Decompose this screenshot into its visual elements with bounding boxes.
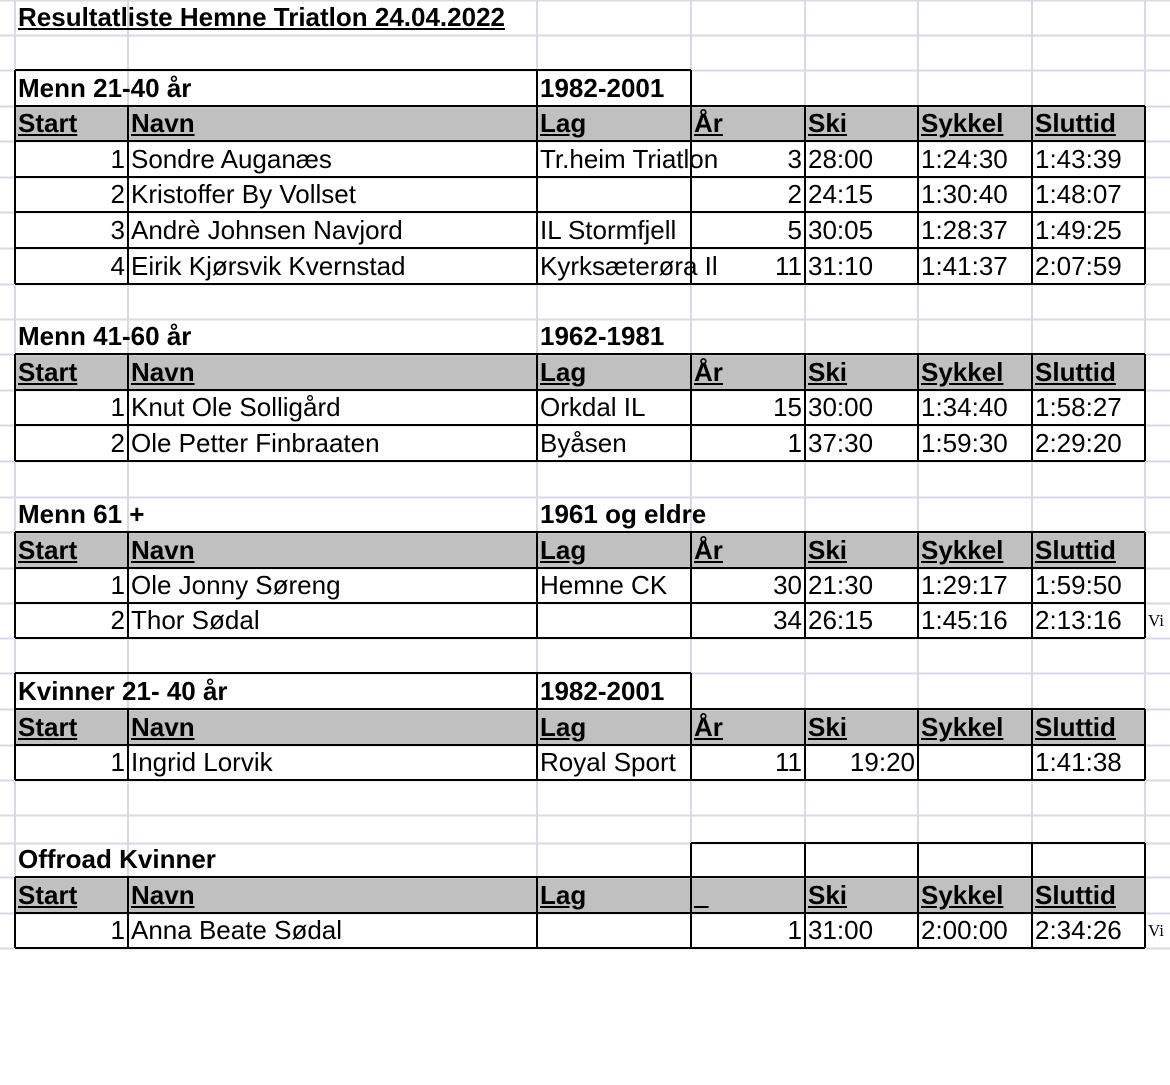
- cell-navn: Ingrid Lorvik: [131, 747, 273, 777]
- cell-extra: Vi: [1148, 921, 1164, 940]
- cell-extra: Vi: [1148, 611, 1164, 630]
- column-header-ski: Ski: [808, 880, 848, 910]
- cell-sluttid: 2:29:20: [1035, 428, 1122, 458]
- cell-sykkel: 1:59:30: [921, 428, 1008, 458]
- cell-ski: 30:05: [808, 215, 874, 245]
- column-header-sykkel: Sykkel: [921, 357, 1004, 387]
- column-header-navn: Navn: [131, 535, 195, 565]
- cell-ski: 21:30: [808, 570, 874, 600]
- column-header-ski: Ski: [808, 108, 848, 138]
- column-header-start: Start: [18, 880, 78, 910]
- cell-ski: 19:20: [849, 747, 915, 777]
- cell-lag: Royal Sport: [540, 747, 676, 777]
- cell-ski: 37:30: [808, 428, 874, 458]
- column-header-lag: Lag: [540, 712, 587, 742]
- cell-navn: Anna Beate Sødal: [131, 915, 343, 945]
- section-title: Offroad Kvinner: [18, 844, 216, 874]
- cell-navn: Sondre Auganæs: [131, 144, 332, 174]
- cell-ar: 1: [787, 915, 802, 945]
- section-birth-years: 1961 og eldre: [540, 499, 707, 529]
- cell-ski: 30:00: [808, 392, 874, 422]
- cell-start: 1: [110, 144, 125, 174]
- column-header-sluttid: Sluttid: [1035, 712, 1116, 742]
- column-header-lag: Lag: [540, 535, 587, 565]
- cell-lag: Tr.heim Triatlon: [540, 144, 719, 174]
- cell-sluttid: 2:34:26: [1035, 915, 1122, 945]
- cell-start: 2: [110, 179, 125, 209]
- cell-ski: 31:00: [808, 915, 874, 945]
- cell-navn: Kristoffer By Vollset: [131, 179, 356, 209]
- column-header-ar: _: [694, 880, 709, 910]
- cell-sluttid: 1:41:38: [1035, 747, 1122, 777]
- cell-ar: 34: [773, 605, 802, 635]
- page-title: Resultatliste Hemne Triatlon 24.04.2022: [18, 2, 505, 32]
- cell-lag: IL Stormfjell: [540, 215, 677, 245]
- cell-sykkel: 2:00:00: [921, 915, 1008, 945]
- column-header-navn: Navn: [131, 357, 195, 387]
- cell-navn: Eirik Kjørsvik Kvernstad: [131, 251, 406, 281]
- cell-navn: Knut Ole Solligård: [131, 392, 341, 422]
- section-birth-years: 1962-1981: [540, 321, 665, 351]
- cell-start: 4: [110, 251, 125, 281]
- column-header-start: Start: [18, 357, 78, 387]
- section-title: Menn 61 +: [18, 499, 145, 529]
- cell-start: 2: [110, 428, 125, 458]
- cell-navn: Andrè Johnsen Navjord: [131, 215, 403, 245]
- cell-ar: 2: [787, 179, 802, 209]
- cell-ar: 15: [773, 392, 802, 422]
- cell-ar: 1: [787, 428, 802, 458]
- cell-ar: 11: [775, 747, 802, 777]
- cell-ski: 31:10: [808, 251, 874, 281]
- cell-sykkel: 1:28:37: [921, 215, 1008, 245]
- column-header-lag: Lag: [540, 357, 587, 387]
- cell-ski: 24:15: [808, 179, 874, 209]
- cell-start: 1: [110, 747, 125, 777]
- column-header-sykkel: Sykkel: [921, 108, 1004, 138]
- cell-sykkel: 1:30:40: [921, 179, 1008, 209]
- cell-sluttid: 1:59:50: [1035, 570, 1122, 600]
- cell-sykkel: 1:34:40: [921, 392, 1008, 422]
- column-header-lag: Lag: [540, 880, 587, 910]
- cell-ar: 5: [787, 215, 802, 245]
- cell-ar: 11: [775, 251, 802, 281]
- cell-start: 1: [110, 915, 125, 945]
- section-title: Kvinner 21- 40 år: [18, 676, 228, 706]
- column-header-sykkel: Sykkel: [921, 880, 1004, 910]
- section-birth-years: 1982-2001: [540, 73, 665, 103]
- column-header-sluttid: Sluttid: [1035, 108, 1116, 138]
- cell-ar: 3: [787, 144, 802, 174]
- cell-sykkel: 1:29:17: [921, 570, 1008, 600]
- column-header-navn: Navn: [131, 880, 195, 910]
- column-header-ski: Ski: [808, 357, 848, 387]
- cell-sluttid: 2:07:59: [1035, 251, 1122, 281]
- cell-sluttid: 2:13:16: [1035, 605, 1122, 635]
- column-header-start: Start: [18, 712, 78, 742]
- column-header-ar: År: [694, 357, 723, 387]
- cell-start: 1: [110, 392, 125, 422]
- column-header-ski: Ski: [808, 535, 848, 565]
- cell-lag: Byåsen: [540, 428, 627, 458]
- column-header-lag: Lag: [540, 108, 587, 138]
- cell-ski: 26:15: [808, 605, 874, 635]
- column-header-ar: År: [694, 535, 723, 565]
- column-header-sluttid: Sluttid: [1035, 357, 1116, 387]
- column-header-sluttid: Sluttid: [1035, 880, 1116, 910]
- cell-start: 3: [110, 215, 125, 245]
- column-header-navn: Navn: [131, 108, 195, 138]
- cell-sluttid: 1:43:39: [1035, 144, 1122, 174]
- section-title: Menn 21-40 år: [18, 73, 192, 103]
- column-header-sykkel: Sykkel: [921, 712, 1004, 742]
- cell-sykkel: 1:24:30: [921, 144, 1008, 174]
- cell-navn: Ole Jonny Søreng: [131, 570, 341, 600]
- cell-lag: Hemne CK: [540, 570, 668, 600]
- column-header-start: Start: [18, 535, 78, 565]
- section-birth-years: 1982-2001: [540, 676, 665, 706]
- cell-start: 1: [110, 570, 125, 600]
- column-header-navn: Navn: [131, 712, 195, 742]
- cell-navn: Ole Petter Finbraaten: [131, 428, 380, 458]
- cell-sykkel: 1:45:16: [921, 605, 1008, 635]
- cell-sykkel: 1:41:37: [921, 251, 1008, 281]
- column-header-ar: År: [694, 108, 723, 138]
- column-header-ski: Ski: [808, 712, 848, 742]
- column-header-sykkel: Sykkel: [921, 535, 1004, 565]
- cell-ar: 30: [773, 570, 802, 600]
- column-header-ar: År: [694, 712, 723, 742]
- cell-ski: 28:00: [808, 144, 874, 174]
- cell-lag: Kyrksæterøra Il: [540, 251, 718, 281]
- cell-sluttid: 1:48:07: [1035, 179, 1122, 209]
- cell-navn: Thor Sødal: [131, 605, 260, 635]
- column-header-sluttid: Sluttid: [1035, 535, 1116, 565]
- cell-sluttid: 1:49:25: [1035, 215, 1122, 245]
- cell-sluttid: 1:58:27: [1035, 392, 1122, 422]
- section-title: Menn 41-60 år: [18, 321, 192, 351]
- column-header-start: Start: [18, 108, 78, 138]
- cell-lag: Orkdal IL: [540, 392, 646, 422]
- cell-start: 2: [110, 605, 125, 635]
